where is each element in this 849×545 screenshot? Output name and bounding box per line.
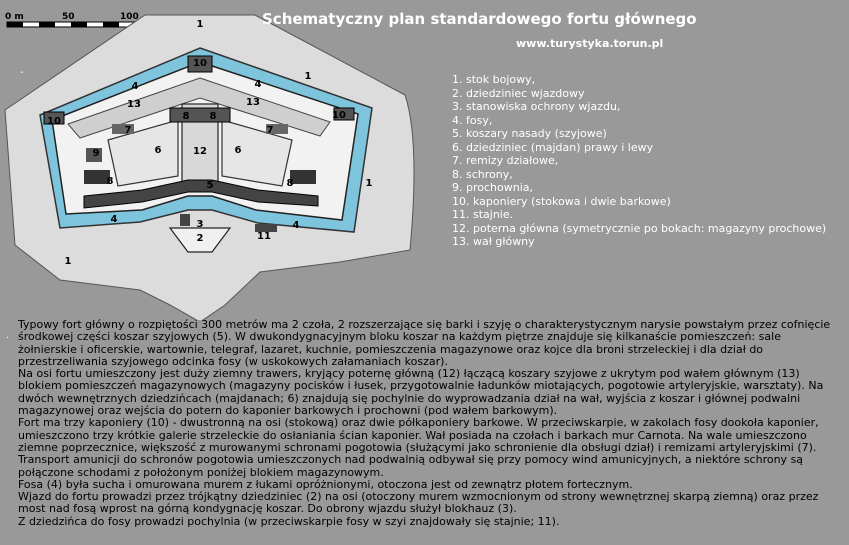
plan-number-4: 4: [110, 214, 118, 225]
fort-plan-diagram: [0, 0, 440, 320]
legend-item: 9. prochownia,: [452, 181, 533, 194]
legend-item: 8. schrony,: [452, 167, 513, 181]
site-url: www.turystyka.torun.pl: [516, 37, 664, 50]
plan-number-8: 8: [106, 176, 114, 187]
plan-number-8: 8: [209, 111, 217, 122]
scale-label-50: 50: [62, 12, 75, 22]
description-paragraph: Na osi fortu umieszczony jest duży ziemny trawers, kryjący poternę główną (12) łączącą koszary szyjowe z ukrytym pod wałem głównym (13) blokiem pomieszczeń magazynowych (magazyny pocisków i łusek, przygotowalnie ładunków miotających, pogotowie artyleryjskie, warsztaty). Na dwóch wewnętrznych dziedzińcach (majdanach; 6) znajdują się pochylnie do wyprowadzania dział na wał, wyjścia z koszar i głównej podwalni magazynowej oraz wejścia do potern do kaponier barkowych i prochowni (pod wałem barkowym).: [18, 367, 824, 418]
page-title: Schematyczny plan standardowego fortu głównego: [262, 10, 697, 28]
scale-label-100: 100: [120, 12, 139, 22]
blockhouse: [180, 214, 190, 226]
scale-bar: [5, 12, 139, 27]
plan-number-4: 4: [254, 79, 262, 90]
plan-number-10: 10: [193, 58, 207, 69]
legend-item: 2. dziedziniec wjazdowy: [452, 86, 585, 100]
plan-number-10: 10: [332, 110, 346, 121]
plan-number-13: 13: [127, 99, 141, 110]
plan-number-12: 12: [193, 146, 207, 157]
plan-number-1: 1: [365, 178, 373, 189]
legend-item: 4. fosy,: [452, 113, 493, 127]
postern-magazines: [170, 108, 230, 122]
legend-item: 13. wał główny: [452, 235, 535, 248]
plan-number-13: 13: [246, 97, 260, 108]
legend-item: 5. koszary nasady (szyjowe): [452, 127, 607, 140]
plan-number-11: 11: [257, 231, 271, 242]
description-text: [18, 319, 838, 528]
plan-number-2: 2: [196, 233, 204, 244]
description-paragraph: Fosa (4) była sucha i omurowana murem z łukami opróżnionymi, otoczona jest od zewnątrz płotem fortecznym.: [18, 477, 633, 491]
plan-number-7: 7: [124, 125, 132, 136]
plan-number-9: 9: [92, 148, 100, 159]
plan-number-8: 8: [286, 178, 294, 189]
legend-item: 12. poterna główna (symetrycznie po bokach: magazyny prochowe): [452, 221, 827, 235]
plan-number-1: 1: [196, 19, 204, 30]
bullet-mark: ·: [6, 333, 10, 344]
legend-item: 1. stok bojowy,: [452, 73, 536, 86]
dash-mark: -: [20, 67, 24, 78]
plan-number-1: 1: [64, 256, 72, 267]
plan-number-5: 5: [206, 180, 214, 191]
legend-item: 11. stajnie.: [452, 208, 514, 221]
legend-list: [452, 73, 826, 249]
plan-number-8: 8: [182, 111, 190, 122]
description-paragraph: Wjazd do fortu prowadzi przez trójkątny dziedziniec (2) na osi (otoczony murem wzmocnionym od strony wewnętrznej skarpą ziemną) oraz przez most nad fosą wprost na górną kondygnację koszar. Do obrony wjazdu służył blokhauz (3).: [18, 490, 819, 516]
plan-number-1: 1: [304, 71, 312, 82]
description-paragraph: Typowy fort główny o rozpiętości 300 metrów ma 2 czoła, 2 rozszerzające się barki i szyję o charakterystycznym narysie powstałym przez cofnięcie środkowej części koszar szyjowych (5). W dwukondygnacyjnym bloku koszar na każdym piętrze znajduje się kilkanaście pomieszczeń: sale żołnierskie i oficerskie, wartownie, telegraf, lazaret, kuchnie, pomieszczenia magazynowe oraz kojce dla broni strzeleckiej i dla dział do przestrzeliwania szyjowego odcinka fosy (w uskokowych załamaniach koszar).: [18, 318, 831, 368]
legend-item: 7. remizy działowe,: [452, 154, 559, 167]
plan-number-10: 10: [47, 116, 61, 127]
legend-item: 10. kaponiery (stokowa i dwie barkowe): [452, 194, 671, 208]
plan-number-4: 4: [131, 81, 139, 92]
plan-number-6: 6: [234, 145, 242, 156]
plan-number-3: 3: [196, 219, 204, 230]
description-paragraph: Fort ma trzy kaponiery (10) - dwustronną na osi (stokową) oraz dwie półkaponiery barkowe. W przeciwskarpie, w zakolach fosy dookoła kaponier, umieszczono trzy krótkie galerie strzeleckie do osłaniania ścian kaponier. Wał posiada na czołach i barkach mur Carnota. Na wale umieszczono ziemne poprzecznice, większość z murowanymi schronami pogotowia (służącymi jako schronienie dla obsługi dział) i remizami artyleryjskimi (7). Transport amunicji do schronów pogotowia umieszczonych nad podwalnią odbywał się przy pomocy wind amunicyjnych, a niektóre schrony są połączone schodami z położonym poniżej blokiem magazynowym.: [18, 416, 819, 479]
legend-item: 3. stanowiska ochrony wjazdu,: [452, 100, 621, 113]
scale-label-0: 0 m: [5, 12, 24, 22]
description-paragraph: Z dziedzińca do fosy prowadzi pochylnia (w przeciwskarpie fosy w szyi znajdowały się stajnie; 11).: [18, 514, 560, 528]
plan-number-4: 4: [292, 220, 300, 231]
plan-number-7: 7: [266, 125, 274, 136]
legend-item: 6. dziedziniec (majdan) prawy i lewy: [452, 140, 654, 154]
plan-number-6: 6: [154, 145, 162, 156]
